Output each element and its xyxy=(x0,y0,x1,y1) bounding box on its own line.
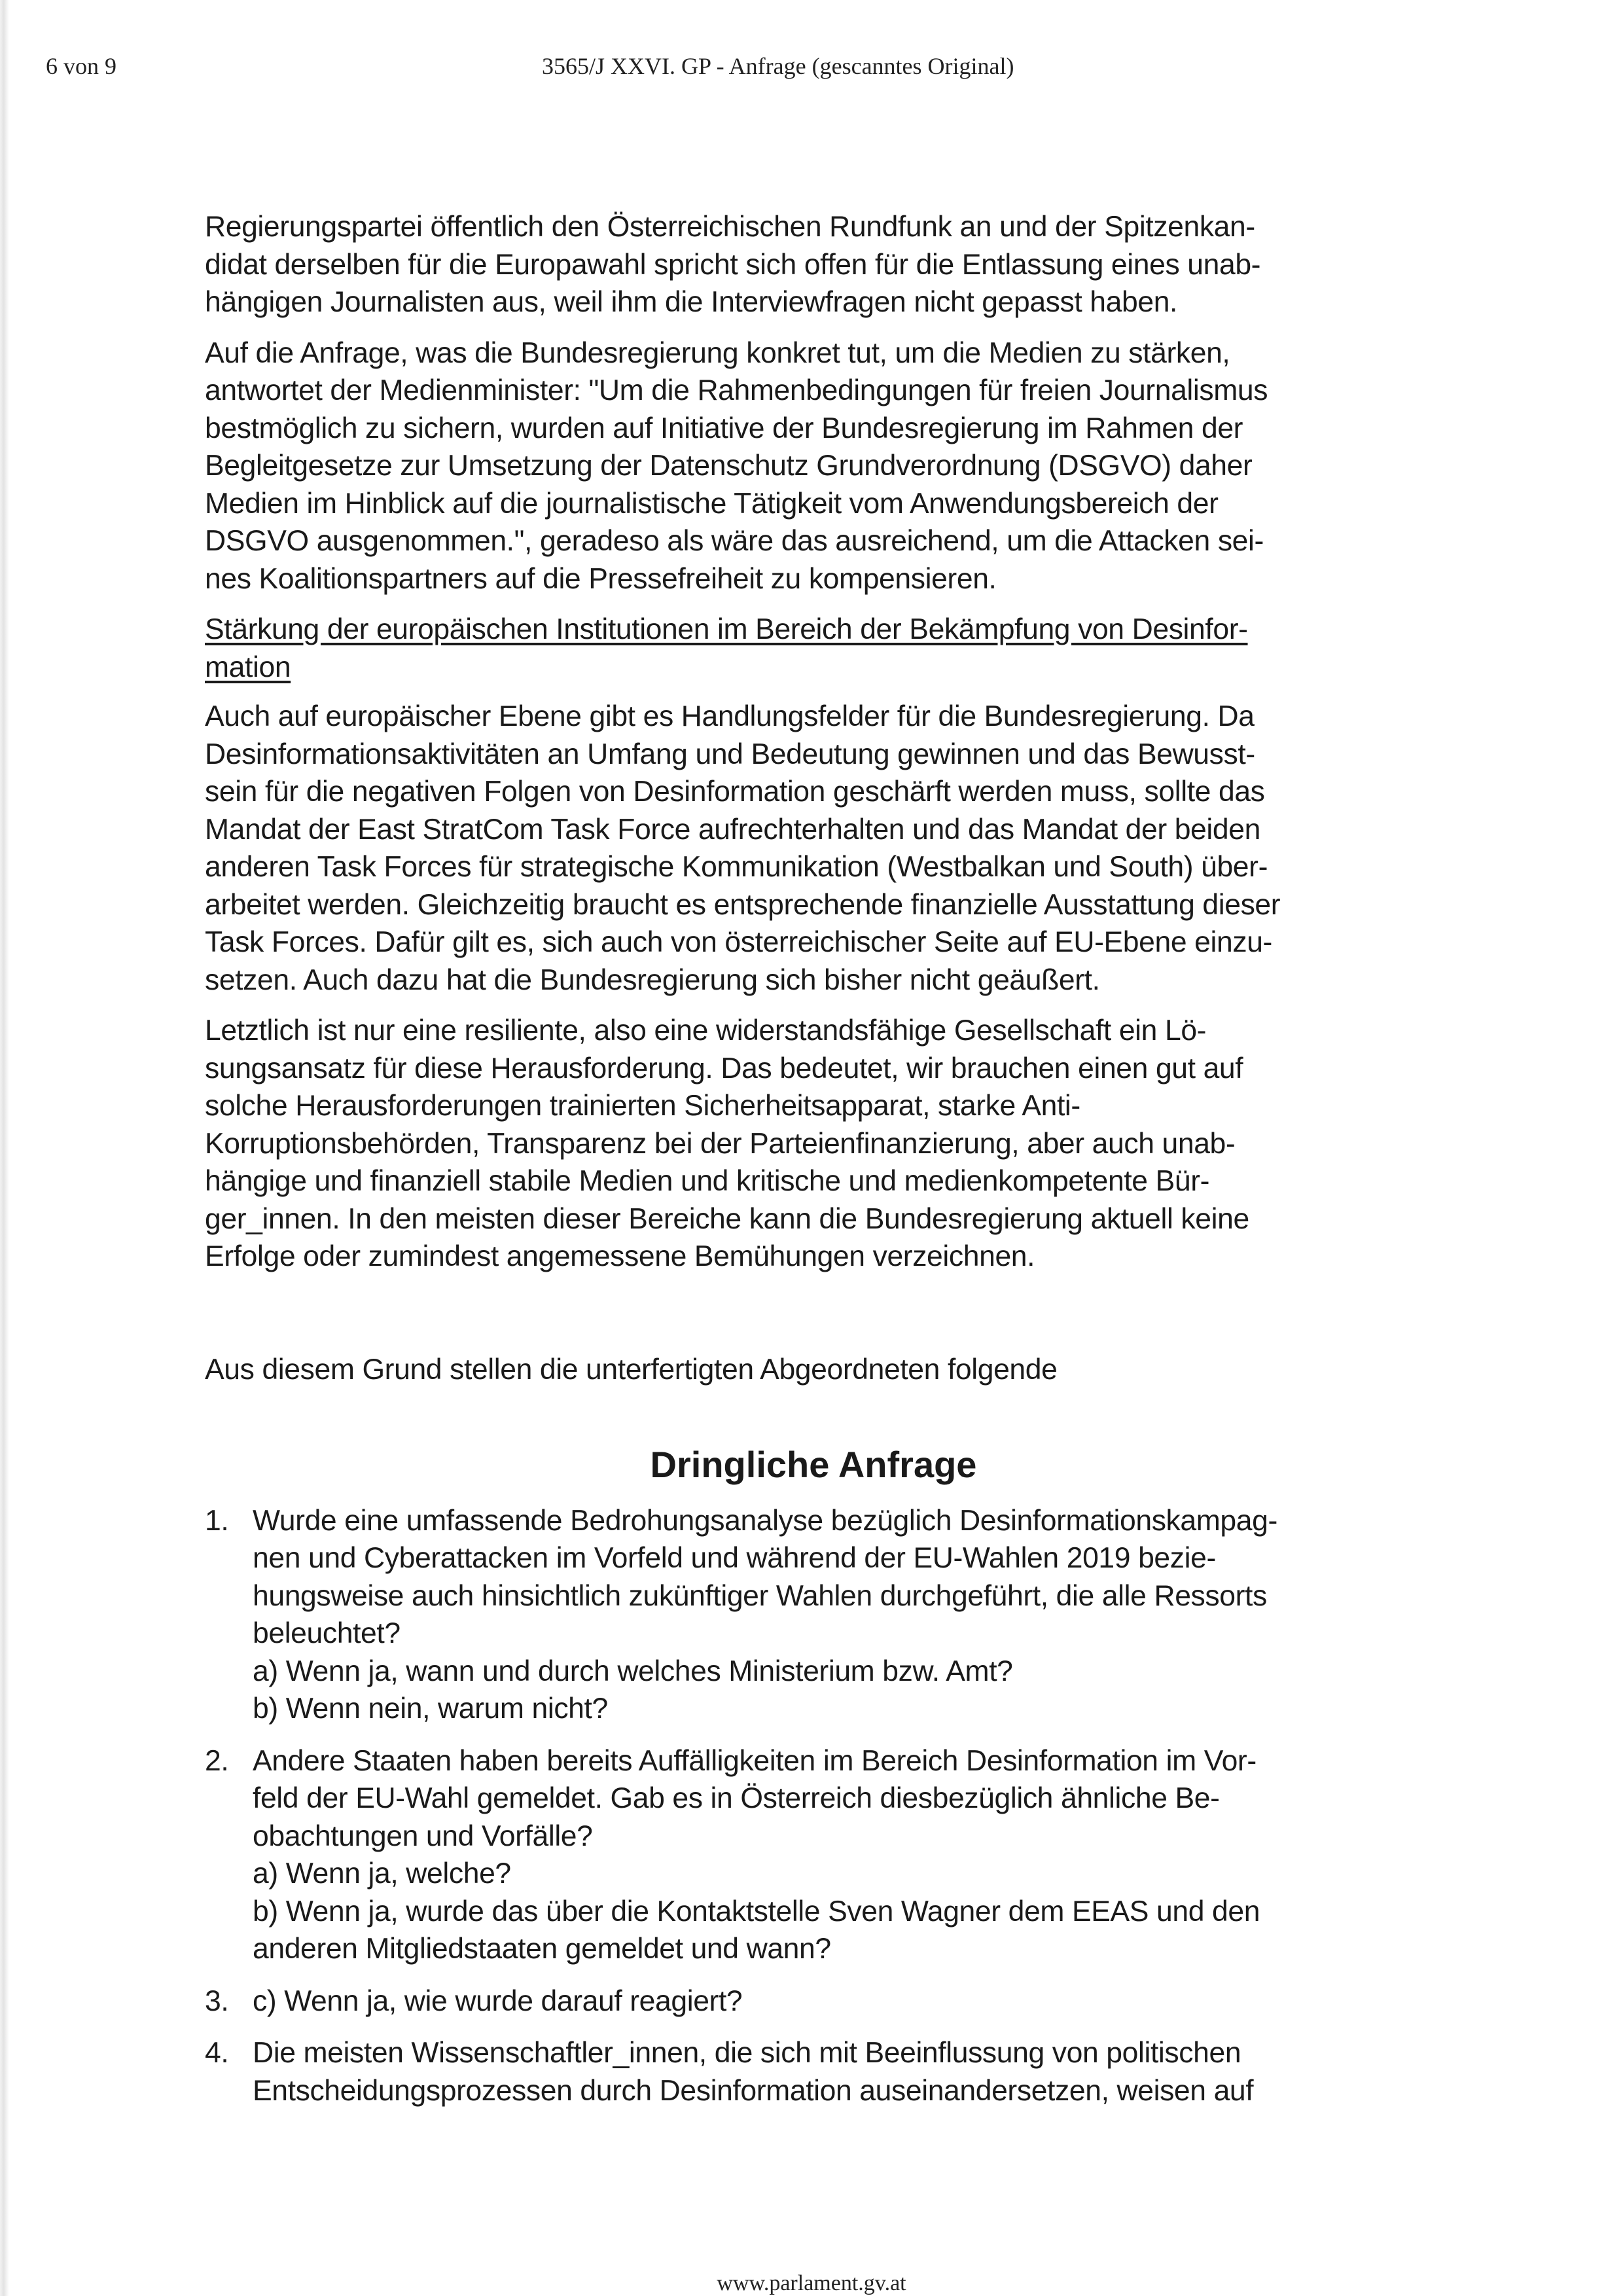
text-line: Auch auf europäischer Ebene gibt es Handlungsfelder für die Bundesregierung. Da xyxy=(205,700,1255,732)
text-line: Task Forces. Dafür gilt es, sich auch von österreichischer Seite auf EU-Ebene einzu- xyxy=(205,926,1272,958)
text-line: bestmöglich zu sichern, wurden auf Initiative der Bundesregierung im Rahmen der xyxy=(205,412,1243,444)
text-line: sein für die negativen Folgen von Desinformation geschärft werden muss, sollte das xyxy=(205,776,1265,808)
text-line: nen und Cyberattacken im Vorfeld und während der EU-Wahlen 2019 bezie- xyxy=(253,1542,1216,1574)
text-line: setzen. Auch dazu hat die Bundesregierung sich bisher nicht geäußert. xyxy=(205,963,1100,996)
text-line: DSGVO ausgenommen.", geradeso als wäre das ausreichend, um die Attacken sei- xyxy=(205,525,1264,557)
text-line: hängigen Journalisten aus, weil ihm die Interviewfragen nicht gepasst haben. xyxy=(205,286,1178,318)
text-line: Medien im Hinblick auf die journalistische Tätigkeit vom Anwendungsbereich der xyxy=(205,487,1219,520)
text-line: Entscheidungsprozessen durch Desinformation auseinandersetzen, weisen auf xyxy=(253,2074,1254,2107)
sub-question: b) Wenn ja, wurde das über die Kontaktstelle Sven Wagner dem EEAS und den xyxy=(253,1895,1260,1928)
text-line: Letztlich ist nur eine resiliente, also eine widerstandsfähige Gesellschaft ein Lö- xyxy=(205,1014,1207,1047)
question-number: 3. xyxy=(205,1984,229,2017)
question-item xyxy=(205,1502,1448,1728)
text-line: mation xyxy=(205,651,291,683)
sub-question: b) Wenn nein, warum nicht? xyxy=(253,1693,608,1725)
paragraph-1 xyxy=(205,208,1448,321)
text-line: anderen Task Forces für strategische Kommunikation (Westbalkan und South) über- xyxy=(205,851,1268,883)
text-line: Regierungspartei öffentlich den Österreichischen Rundfunk an und der Spitzenkan- xyxy=(205,211,1255,243)
text-line: Stärkung der europäischen Institutionen im Bereich der Bekämpfung von Desinfor- xyxy=(205,613,1248,645)
question-number: 1. xyxy=(205,1504,229,1537)
text-line: feld der EU-Wahl gemeldet. Gab es in Österreich diesbezüglich ähnliche Be- xyxy=(253,1782,1220,1814)
website-link[interactable]: www.parlament.gv.at xyxy=(717,2271,906,2295)
sub-question: a) Wenn ja, wann und durch welches Ministerium bzw. Amt? xyxy=(253,1655,1013,1687)
text-line: Begleitgesetze zur Umsetzung der Datenschutz Grundverordnung (DSGVO) daher xyxy=(205,450,1253,482)
question-item xyxy=(205,1982,1448,2020)
text-line: antwortet der Medienminister: "Um die Rahmenbedingungen für freien Journalismus xyxy=(205,374,1268,406)
text-line: Mandat der East StratCom Task Force aufrechterhalten und das Mandat der beiden xyxy=(205,813,1260,846)
question-number: 2. xyxy=(205,1744,229,1777)
text-line: hungsweise auch hinsichtlich zukünftiger Wahlen durchgeführt, die alle Ressorts xyxy=(253,1579,1267,1612)
question-list xyxy=(205,1502,1448,2110)
page-number: 6 von 9 xyxy=(46,53,116,79)
text-line: Andere Staaten haben bereits Auffälligkeiten im Bereich Desinformation im Vor- xyxy=(253,1744,1257,1777)
text-line: sungsansatz für diese Herausforderung. Das bedeutet, wir brauchen einen gut auf xyxy=(205,1052,1243,1085)
text-line: ger_innen. In den meisten dieser Bereiche kann die Bundesregierung aktuell keine xyxy=(205,1202,1249,1235)
paragraph-2 xyxy=(205,334,1448,598)
paragraph-3 xyxy=(205,698,1448,999)
text-line: didat derselben für die Europawahl spricht sich offen für die Entlassung eines unab- xyxy=(205,248,1261,281)
page-footer xyxy=(0,2271,1623,2296)
text-line: anderen Mitgliedstaaten gemeldet und wann? xyxy=(253,1933,831,1965)
paragraph-4 xyxy=(205,1012,1448,1276)
document-reference: 3565/J XXVI. GP - Anfrage (gescanntes Original) xyxy=(542,53,1014,79)
sub-question: a) Wenn ja, welche? xyxy=(253,1857,511,1890)
text-line: Korruptionsbehörden, Transparenz bei der Parteienfinanzierung, aber auch unab- xyxy=(205,1127,1236,1160)
text-line: hängige und finanziell stabile Medien und kritische und medienkompetente Bür- xyxy=(205,1165,1210,1197)
text-line: Erfolge oder zumindest angemessene Bemühungen verzeichnen. xyxy=(205,1240,1035,1272)
text-line: Die meisten Wissenschaftler_innen, die sich mit Beeinflussung von politischen xyxy=(253,2037,1241,2069)
text-line: Wurde eine umfassende Bedrohungsanalyse bezüglich Desinformationskampag- xyxy=(253,1504,1277,1537)
text-line: nes Koalitionspartners auf die Pressefreiheit zu kompensieren. xyxy=(205,562,997,595)
page-header xyxy=(0,46,1623,85)
document-title: Dringliche Anfrage xyxy=(650,1444,977,1485)
scan-edge-shadow xyxy=(0,0,9,2296)
text-line: Desinformationsaktivitäten an Umfang und Bedeutung gewinnen und das Bewusst- xyxy=(205,738,1255,770)
sub-question: c) Wenn ja, wie wurde darauf reagiert? xyxy=(253,1984,743,2017)
text-line: Auf die Anfrage, was die Bundesregierung konkret tut, um die Medien zu stärken, xyxy=(205,336,1230,369)
lead-in-sentence: Aus diesem Grund stellen die unterfertigten Abgeordneten folgende xyxy=(205,1353,1058,1386)
text-line: obachtungen und Vorfälle? xyxy=(253,1820,593,1852)
question-item xyxy=(205,2034,1448,2109)
question-item xyxy=(205,1742,1448,1968)
text-line: beleuchtet? xyxy=(253,1617,401,1649)
section-subheading xyxy=(205,611,1448,686)
text-line: arbeitet werden. Gleichzeitig braucht es entsprechende finanzielle Ausstattung dieser xyxy=(205,888,1281,921)
text-line: solche Herausforderungen trainierten Sicherheitsapparat, starke Anti- xyxy=(205,1090,1080,1122)
question-number: 4. xyxy=(205,2037,229,2069)
document-body xyxy=(205,208,1448,2124)
